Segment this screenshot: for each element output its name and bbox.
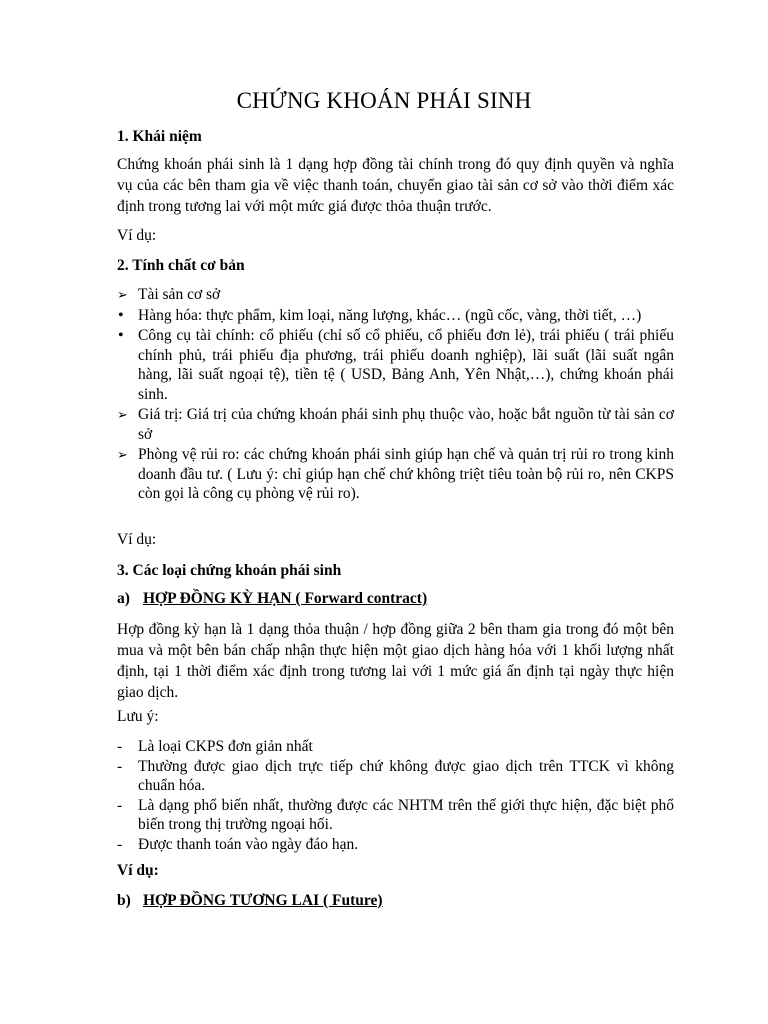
- list-item: [117, 326, 674, 404]
- list-item: [117, 445, 674, 504]
- subsection-a-label: a): [117, 590, 130, 607]
- list-item-text: Thường được giao dịch trực tiếp chứ không được giao dịch trên TTCK vì không chuẩn hóa.: [138, 757, 674, 794]
- section-2-heading: 2. Tính chất cơ bản: [117, 257, 245, 274]
- list-item-text: Được thanh toán vào ngày đáo hạn.: [138, 835, 359, 853]
- list-item: [117, 285, 674, 305]
- list-item-text: Là dạng phổ biến nhất, thường được các NHTM trên thế giới thực hiện, đặc biệt phổ biến trong thị trường ngoại hối.: [138, 796, 674, 833]
- list-item-text: Phòng vệ rủi ro: các chứng khoán phái sinh giúp hạn chế và quản trị rủi ro trong kinh doanh đầu tư. ( Lưu ý: chỉ giúp hạn chế chứ không triệt tiêu toàn bộ rủi ro, nên CKPS còn gọi là công cụ phòng vệ rủi ro).: [138, 446, 674, 502]
- document-title: CHỨNG KHOÁN PHÁI SINH: [236, 88, 532, 113]
- subsection-b-label: b): [117, 892, 131, 909]
- list-item: [117, 835, 674, 855]
- subsection-b-heading: [117, 892, 674, 910]
- subsection-a-title: HỢP ĐỒNG KỲ HẠN ( Forward contract): [143, 590, 428, 607]
- subsection-a-note-label: Lưu ý:: [117, 708, 159, 725]
- section-2-list: [117, 285, 674, 504]
- dash-bullet-icon: -: [117, 835, 123, 853]
- arrow-bullet-icon: ➢: [117, 408, 128, 423]
- list-item-text: Tài sản cơ sở: [138, 286, 221, 303]
- list-item-text: Giá trị: Giá trị của chứng khoán phái sinh phụ thuộc vào, hoặc bắt nguồn từ tài sản cơ sở: [138, 406, 674, 443]
- section-3-heading: 3. Các loại chứng khoán phái sinh: [117, 562, 342, 579]
- section-2-example-label: Ví dụ:: [117, 531, 157, 548]
- section-1-heading: 1. Khái niệm: [117, 128, 202, 145]
- list-item: [117, 306, 674, 326]
- dash-bullet-icon: -: [117, 757, 123, 775]
- list-item: [117, 757, 674, 796]
- subsection-a-paragraph: Hợp đồng kỳ hạn là 1 dạng thỏa thuận / hợp đồng giữa 2 bên tham gia trong đó một bên mua và một bên bán chấp nhận thực hiện một giao dịch hàng hóa với 1 khối lượng nhất định, tại 1 thời điểm xác định trong tương lai với 1 mức giá ấn định tại ngày thực hiện giao dịch.: [117, 621, 674, 701]
- list-item: [117, 796, 674, 835]
- list-item-text: Công cụ tài chính: cổ phiếu (chỉ số cổ phiếu, cổ phiếu đơn lẻ), trái phiếu ( trái phiếu chính phủ, trái phiếu địa phương, trái phiếu doanh nghiệp), lãi suất (lãi suất ngân hàng, lãi suất ngoại tệ), tiền tệ ( USD, Bảng Anh, Yên Nhật,…), chứng khoán phái sinh.: [138, 327, 674, 403]
- section-1-paragraph: Chứng khoán phái sinh là 1 dạng hợp đồng tài chính trong đó quy định quyền và nghĩa vụ của các bên tham gia về việc thanh toán, chuyển giao tài sản cơ sở vào thời điểm xác định trong tương lai với một mức giá được thỏa thuận trước.: [117, 156, 674, 215]
- dash-bullet-icon: -: [117, 738, 123, 755]
- list-item: [117, 737, 674, 757]
- subsection-a-heading: [117, 590, 674, 608]
- list-item: [117, 405, 674, 444]
- arrow-bullet-icon: ➢: [117, 288, 128, 303]
- section-1-example-label: Ví dụ:: [117, 227, 157, 244]
- dot-bullet-icon: •: [118, 327, 124, 344]
- subsection-a-list: [117, 737, 674, 854]
- list-item-text: Hàng hóa: thực phẩm, kim loại, năng lượng, khác… (ngũ cốc, vàng, thời tiết, …): [138, 306, 642, 324]
- arrow-bullet-icon: ➢: [117, 448, 128, 463]
- list-item-text: Là loại CKPS đơn giản nhất: [138, 738, 313, 755]
- subsection-b-title: HỢP ĐỒNG TƯƠNG LAI ( Future): [143, 892, 383, 909]
- subsection-a-example-label: Ví dụ:: [117, 862, 159, 879]
- dot-bullet-icon: •: [118, 306, 124, 324]
- dash-bullet-icon: -: [117, 796, 123, 814]
